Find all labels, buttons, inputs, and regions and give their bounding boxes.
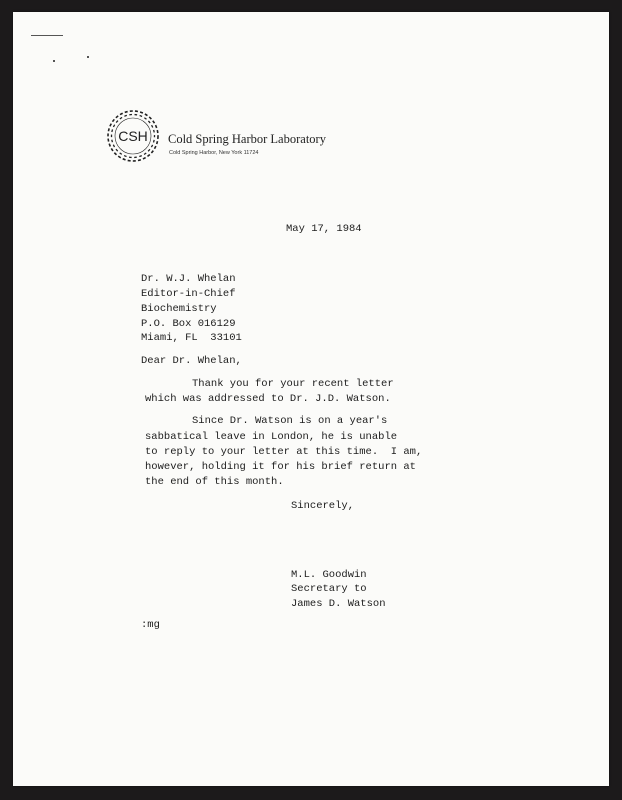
signature-for: James D. Watson <box>291 598 386 610</box>
letter-date: May 17, 1984 <box>286 223 362 235</box>
salutation: Dear Dr. Whelan, <box>141 355 242 367</box>
organization-name: Cold Spring Harbor Laboratory <box>168 132 326 146</box>
paragraph2-line3: to reply to your letter at this time. I am, <box>145 446 423 458</box>
top-scan-dot-2 <box>87 56 89 58</box>
paragraph2-line2: sabbatical leave in London, he is unable <box>145 431 398 443</box>
recipient-title: Editor-in-Chief <box>141 288 236 300</box>
recipient-city: Miami, FL 33101 <box>141 332 242 344</box>
logo-text: CSH <box>118 128 148 144</box>
recipient-journal: Biochemistry <box>141 303 217 315</box>
signature-name: M.L. Goodwin <box>291 569 367 581</box>
signature-title: Secretary to <box>291 583 367 595</box>
recipient-po-box: P.O. Box 016129 <box>141 318 236 330</box>
paragraph2-line4: however, holding it for his brief return at <box>145 461 416 473</box>
paragraph2-line1: Since Dr. Watson is on a year's <box>192 415 388 427</box>
letter-page <box>13 12 609 786</box>
organization-address: Cold Spring Harbor, New York 11724 <box>169 150 259 156</box>
paragraph2-line5: the end of this month. <box>145 476 284 488</box>
csh-logo <box>105 108 161 164</box>
closing: Sincerely, <box>291 500 355 512</box>
csh-logo-emblem <box>105 108 161 164</box>
top-scan-dot <box>53 60 55 62</box>
recipient-name: Dr. W.J. Whelan <box>141 273 236 285</box>
paragraph1-line1: Thank you for your recent letter <box>192 378 394 390</box>
paragraph1-line2: which was addressed to Dr. J.D. Watson. <box>145 393 391 405</box>
typist-initials: :mg <box>141 619 160 631</box>
top-scan-mark <box>31 35 63 36</box>
